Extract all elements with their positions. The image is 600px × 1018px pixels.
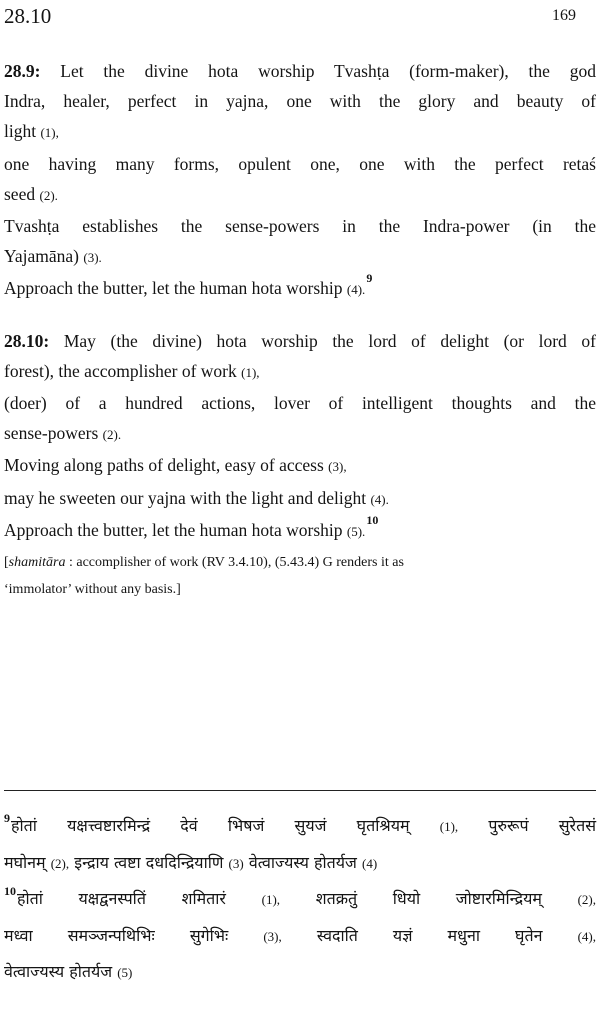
pada-ref: (2). (102, 427, 122, 443)
sanskrit-text: होतां यक्षद्वनस्पतिं शमितारं (17, 889, 226, 908)
verse-9-line (4, 211, 596, 241)
sanskrit-text: शतक्रतुं धियो जोष्टारमिन्द्रियम् (315, 889, 542, 908)
verse-text: Indra, healer, perfect in yajna, one with the glory and beauty of (4, 91, 596, 112)
footnote-divider (4, 790, 596, 791)
pada-ref: (1), (261, 892, 281, 907)
footnote-number: 9 (4, 811, 10, 825)
verse-text: forest), the accomplisher of work (4, 360, 237, 381)
verse-number: 28.10: (4, 330, 50, 351)
verse-10-line (4, 483, 596, 515)
verse-text: sense-powers (4, 423, 99, 444)
sanskrit-line (4, 845, 596, 881)
sanskrit-text: होतां यक्षत्त्वष्टारमिन्द्रं देवं भिषजं सुयजं घृतश्रियम् (11, 816, 410, 835)
pada-ref: (4), (577, 929, 596, 944)
sanskrit-text: पुरुरूपं सुरेतसं (488, 816, 597, 835)
verse-9-line (4, 86, 596, 116)
verse-text: Yajamāna) (4, 246, 80, 267)
sanskrit-line (4, 881, 596, 918)
verse-9-line (4, 273, 596, 305)
verse-10-line (4, 418, 596, 450)
note-line: ‘immolator’ without any basis.] (4, 582, 181, 598)
verse-10-line (4, 326, 596, 356)
pada-ref: (2), (50, 856, 70, 871)
sanskrit-text: वेत्वाज्यस्य होतर्यज (4, 962, 113, 981)
pada-ref: (1), (439, 819, 459, 834)
pada-ref: (5) (117, 965, 133, 980)
section-number: 28.10 (4, 4, 52, 28)
footnote-marker: 10 (366, 512, 379, 527)
pada-ref: (5). (346, 523, 366, 539)
verse-9-line (4, 241, 596, 273)
verse-text: Let the divine hota worship Tvashṭa (form-maker), the god (60, 61, 596, 81)
running-header (4, 4, 576, 30)
verse-text: (doer) of a hundred actions, lover of intelligent thoughts and the (4, 393, 596, 414)
footnote-number: 10 (4, 884, 16, 898)
verse-10-line (4, 512, 596, 547)
translation-body (4, 56, 596, 603)
verse-10-line (4, 450, 596, 482)
verse-text: Approach the butter, let the human hota worship (4, 519, 343, 540)
note-text: : accomplisher of work (RV 3.4.10), (5.43.4) G renders it as (65, 555, 404, 571)
pada-ref: (1), (241, 364, 260, 380)
verse-9-line (4, 116, 596, 148)
pada-ref: (3), (263, 929, 282, 944)
page-number: 169 (552, 7, 576, 24)
verse-number: 28.9: (4, 61, 41, 81)
footnote-marker: 9 (366, 271, 373, 286)
note-line (4, 549, 596, 576)
verse-text: May (the divine) hota worship the lord of delight (or lord of (63, 330, 596, 351)
sanskrit-footnotes (4, 808, 596, 990)
sanskrit-text: मध्वा समञ्जन्पथिभिः सुगेभिः (4, 926, 229, 945)
pada-ref: (2), (577, 892, 597, 907)
verse-10-line (4, 388, 596, 418)
verse-text: one having many forms, opulent one, one with the perfect retaś (4, 153, 596, 174)
sanskrit-text: इन्द्राय त्वष्टा दधदिन्द्रियाणि (74, 853, 224, 872)
pada-ref: (4). (346, 282, 366, 298)
verse-text: Moving along paths of delight, easy of access (4, 455, 324, 476)
pada-ref: (3), (328, 459, 347, 475)
verse-text: seed (4, 183, 36, 204)
pada-ref: (2). (39, 187, 58, 203)
sanskrit-line (4, 918, 596, 954)
sanskrit-line (4, 954, 596, 990)
verse-text: Approach the butter, let the human hota worship (4, 278, 343, 299)
commentary-note (4, 549, 596, 603)
note-term: shamitāra (8, 555, 66, 571)
sanskrit-text: मघोनम् (4, 853, 46, 872)
pada-ref: (3) (228, 856, 244, 871)
verse-text: may he sweeten our yajna with the light and delight (4, 487, 367, 508)
pada-ref: (1), (40, 125, 59, 141)
pada-ref: (3). (83, 250, 102, 266)
sanskrit-line (4, 808, 596, 845)
verse-9-line (4, 149, 596, 179)
pada-ref: (4). (370, 491, 389, 507)
note-bracket: [ (4, 555, 9, 571)
verse-10-line (4, 356, 596, 388)
sanskrit-text: स्वदाति यज्ञं मधुना घृतेन (316, 926, 543, 945)
verse-gap (4, 306, 596, 326)
verse-text: Tvashṭa establishes the sense-powers in the Indra-power (in the (4, 216, 596, 237)
sanskrit-text: वेत्वाज्यस्य होतर्यज (248, 853, 357, 872)
verse-9-line (4, 56, 596, 86)
verse-text: light (4, 121, 37, 142)
pada-ref: (4) (362, 856, 378, 871)
verse-9-line (4, 179, 596, 211)
